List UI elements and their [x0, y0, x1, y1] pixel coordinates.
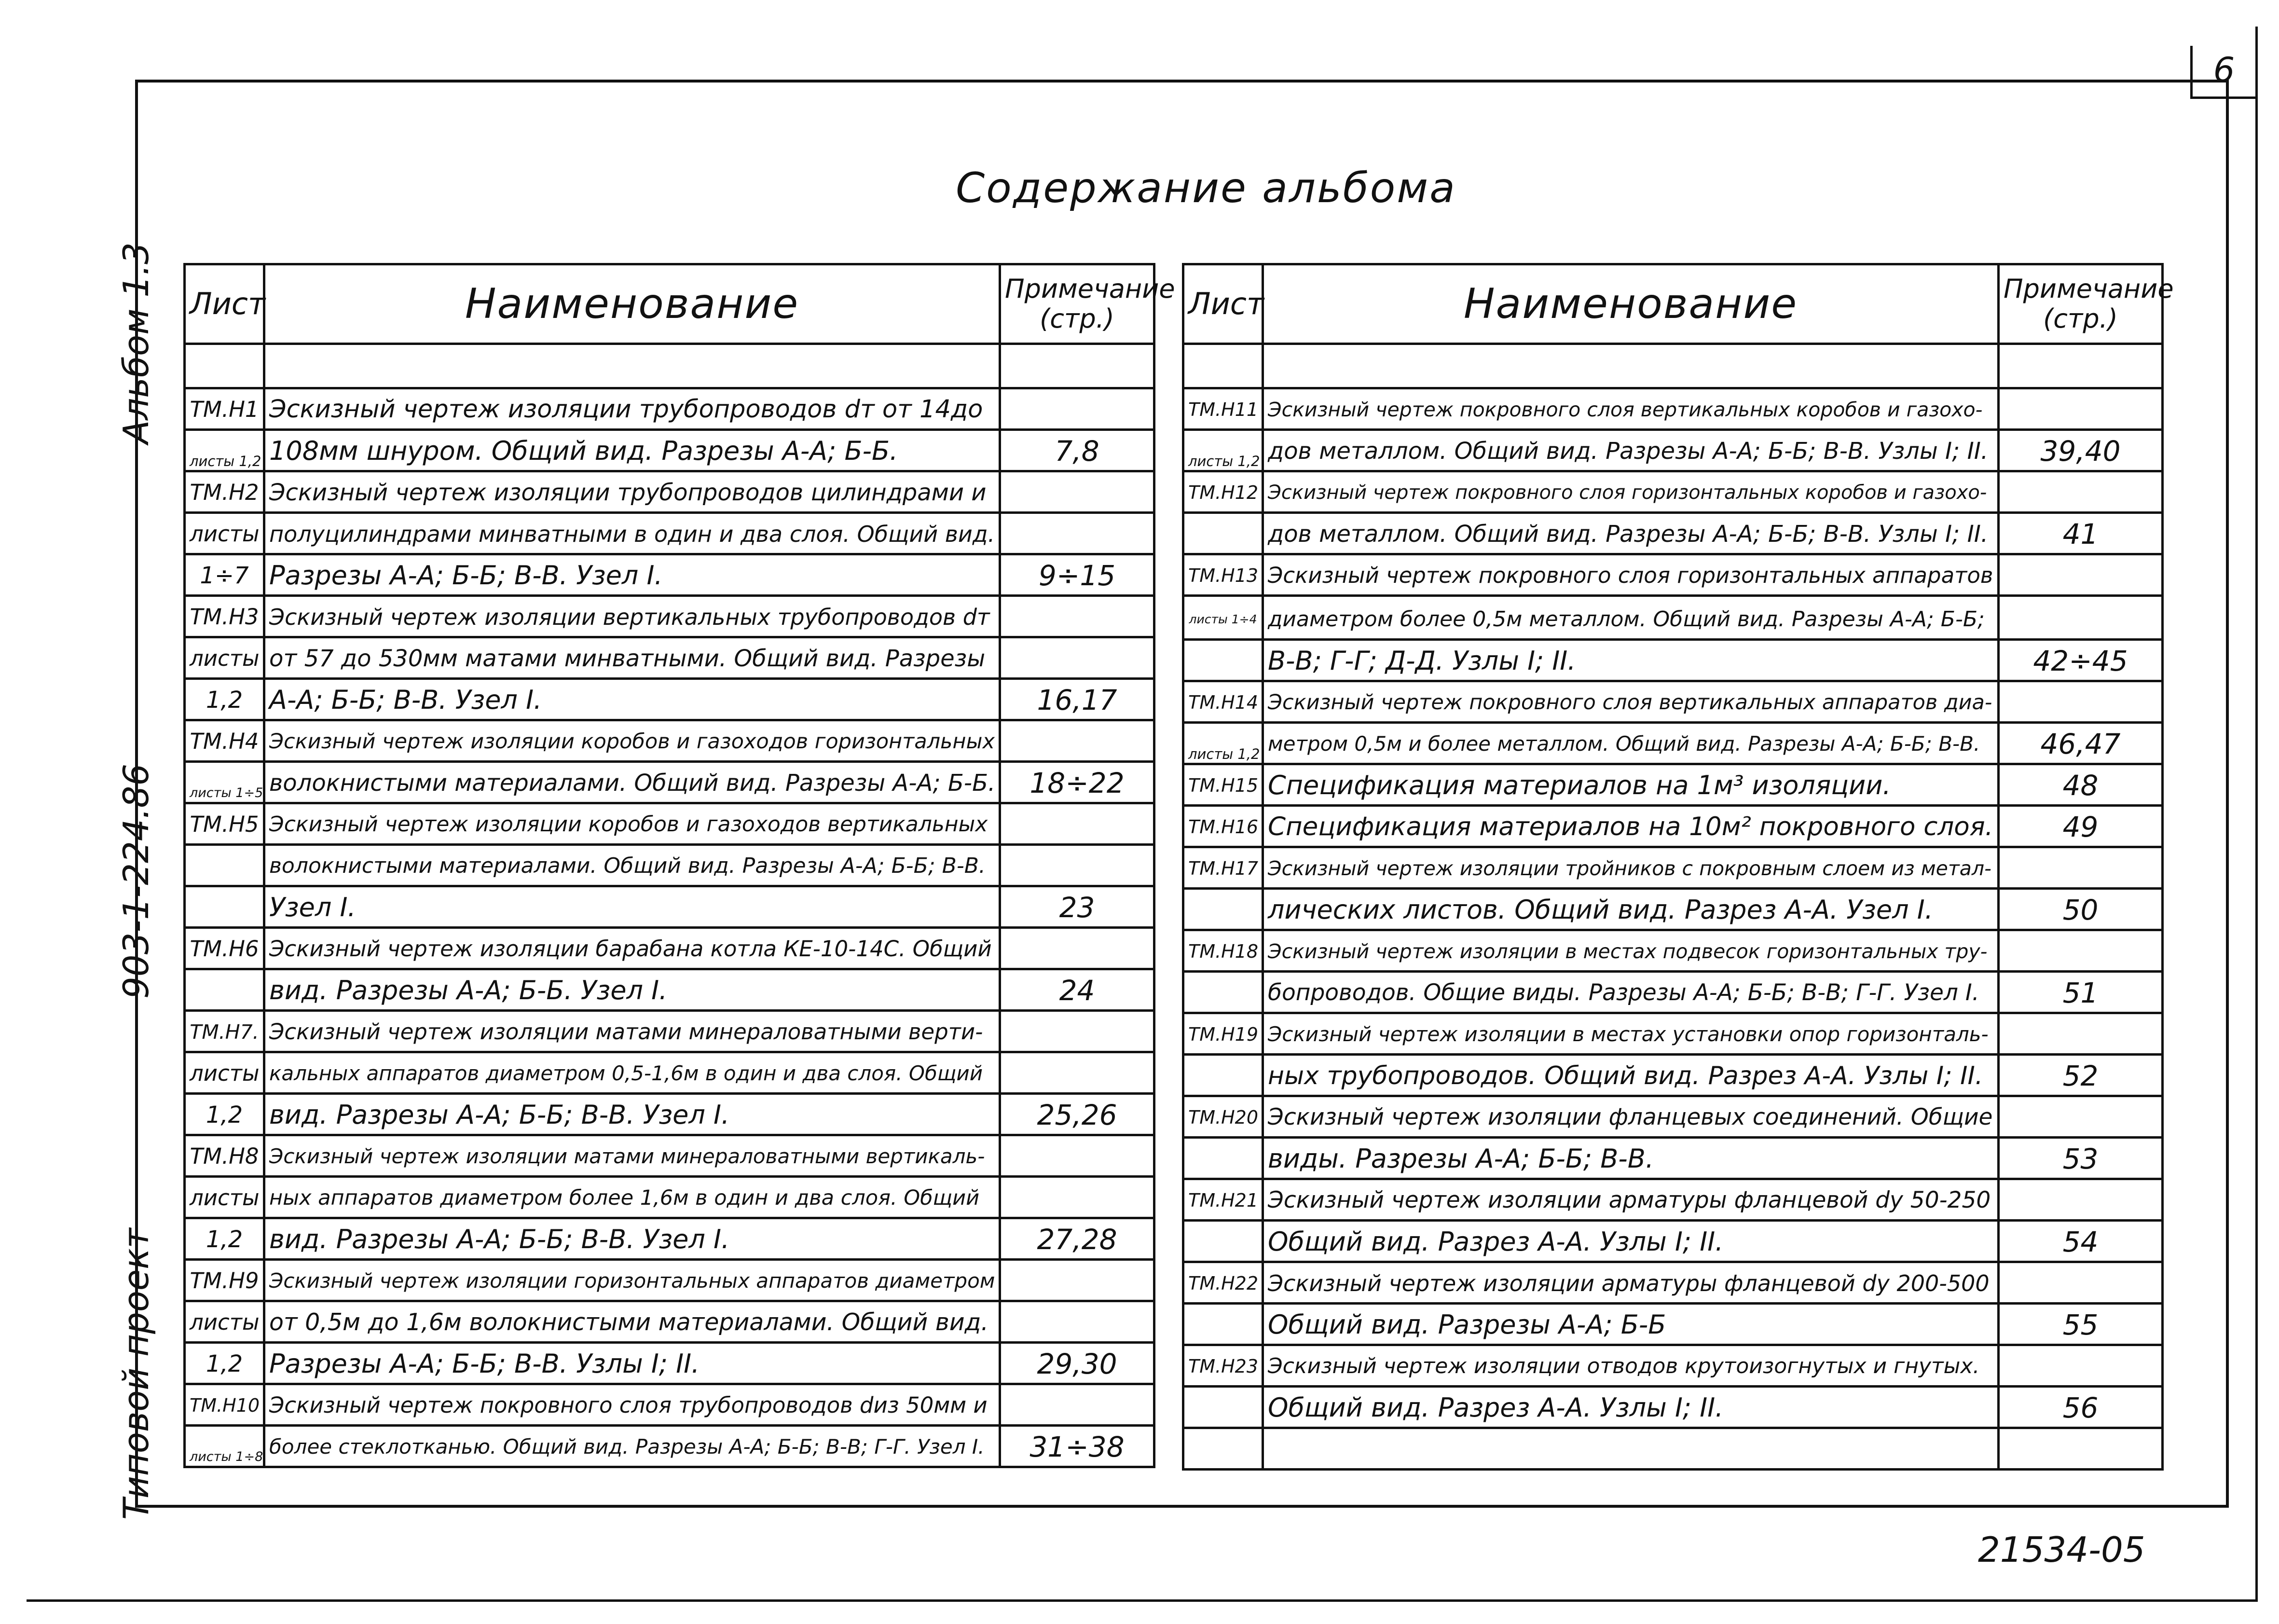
- table-row: [185, 886, 1154, 928]
- sheet-cell: [185, 471, 264, 513]
- table-row: [1183, 640, 2163, 681]
- table-row: [1183, 596, 2163, 640]
- page-ref: 51: [1999, 972, 2163, 1013]
- table-row: [185, 1426, 1154, 1467]
- sheet-cell: [185, 969, 264, 1011]
- sheet-cell: [185, 1426, 264, 1467]
- sheet-cell: [1183, 889, 1263, 930]
- sheet-label: ТМ.Н9: [190, 1268, 259, 1294]
- sheet-cell: [1183, 513, 1263, 554]
- page-ref: 31÷38: [1000, 1426, 1154, 1467]
- sheet-cell: [185, 1301, 264, 1343]
- sheet-cell: [1183, 1055, 1263, 1096]
- page-ref: 41: [1999, 513, 2163, 554]
- item-name: виды. Разрезы А-А; Б-Б; В-В.: [1263, 1138, 1999, 1179]
- page-ref: 54: [1999, 1221, 2163, 1262]
- table-row: [1183, 1304, 2163, 1345]
- page-ref: 49: [1999, 806, 2163, 847]
- sheet-cell: [1183, 806, 1263, 847]
- document-number: 21534-05: [1978, 1529, 2145, 1570]
- sheet-label: листы: [190, 521, 260, 547]
- table-row: [185, 720, 1154, 762]
- sheet-cell: [185, 1343, 264, 1384]
- table-row: [1183, 1345, 2163, 1387]
- sheet-cell: [185, 1135, 264, 1177]
- side-stamp: [116, 179, 159, 1520]
- header-note-line1: Примечание: [1005, 274, 1175, 304]
- sheet-label: ТМ.Н8: [190, 1143, 259, 1169]
- sheet-label: 1,2: [206, 687, 243, 714]
- page-ref: [1000, 1301, 1154, 1343]
- spacer-row: [1183, 344, 2163, 388]
- sheet-label: ТМ.Н7.: [190, 1020, 259, 1044]
- page-ref: 29,30: [1000, 1343, 1154, 1384]
- item-name: Эскизный чертеж изоляции матами минераловатными вертикаль-: [264, 1135, 1000, 1177]
- item-name: Эскизный чертеж изоляции отводов крутоизогнутых и гнутых.: [1263, 1345, 1999, 1387]
- sheet-cell: [1183, 471, 1263, 513]
- page-ref: 7,8: [1000, 430, 1154, 471]
- table-row: [185, 1260, 1154, 1301]
- page-ref: [1000, 471, 1154, 513]
- project-type-label: Типовой проект: [116, 1228, 156, 1520]
- item-name: Эскизный чертеж покровного слоя вертикальных аппаратов диа-: [1263, 681, 1999, 723]
- sheet-label: ТМ.Н4: [190, 729, 259, 754]
- sheet-cell: [185, 679, 264, 720]
- item-name: Разрезы А-А; Б-Б; В-В. Узел I.: [264, 554, 1000, 596]
- sheet-cell: [1183, 1262, 1263, 1304]
- header-note-line1: Примечание: [2004, 274, 2174, 304]
- sheet-cell: [1183, 430, 1263, 471]
- sheet-label: листы 1,2: [1188, 453, 1260, 469]
- sheet-cell: [185, 554, 264, 596]
- table-row: [185, 1052, 1154, 1094]
- item-name: более стеклотканью. Общий вид. Разрезы А-А; Б-Б; В-В; Г-Г. Узел I.: [264, 1426, 1000, 1467]
- item-name: Разрезы А-А; Б-Б; В-В. Узлы I; II.: [264, 1343, 1000, 1384]
- page-number: 6: [2213, 50, 2235, 90]
- header-name: Наименование: [1263, 264, 1999, 344]
- sheet-cell: [1183, 1304, 1263, 1345]
- sheet-label: 1,2: [206, 1101, 243, 1129]
- page-ref: 27,28: [1000, 1218, 1154, 1260]
- sheet-cell: [185, 1218, 264, 1260]
- table-row: [1183, 471, 2163, 513]
- sheet-cell: [185, 886, 264, 928]
- page-ref: [1999, 681, 2163, 723]
- sheet-cell: [1183, 681, 1263, 723]
- sheet-label: ТМ.Н10: [190, 1395, 260, 1416]
- item-name: Эскизный чертеж изоляции трубопроводов цилиндрами и: [264, 471, 1000, 513]
- sheet-label: листы 1,2: [190, 453, 261, 469]
- sheet-label: 1,2: [206, 1226, 243, 1253]
- header-note: [1000, 264, 1175, 344]
- sheet-label: ТМ.Н21: [1188, 1190, 1259, 1211]
- contents-left-body: [185, 344, 1154, 1467]
- sheet-label: листы 1÷8: [190, 1449, 263, 1464]
- header-name: Наименование: [264, 264, 1000, 344]
- item-name: Эскизный чертеж изоляции горизонтальных аппаратов диаметром: [264, 1260, 1000, 1301]
- item-name: Спецификация материалов на 10м² покровного слоя.: [1263, 806, 1999, 847]
- album-label: Альбом 1.3: [116, 242, 156, 444]
- sheet-cell: [1183, 1387, 1263, 1428]
- project-code-label: 903-1-224.86: [116, 763, 156, 999]
- table-row: [1183, 1428, 2163, 1470]
- page-ref: [1999, 1013, 2163, 1055]
- sheet-label: ТМ.Н6: [190, 936, 259, 962]
- sheet-cell: [185, 1011, 264, 1052]
- table-row: [185, 471, 1154, 513]
- item-name: Общий вид. Разрез А-А. Узлы I; II.: [1263, 1221, 1999, 1262]
- page-ref: 50: [1999, 889, 2163, 930]
- item-name: Эскизный чертеж изоляции матами минераловатными верти-: [264, 1011, 1000, 1052]
- sheet-label: ТМ.Н15: [1188, 775, 1259, 796]
- page-ref: [1999, 471, 2163, 513]
- item-name: диаметром более 0,5м металлом. Общий вид. Разрезы А-А; Б-Б;: [1263, 596, 1999, 640]
- page-ref: 52: [1999, 1055, 2163, 1096]
- item-name: волокнистыми материалами. Общий вид. Разрезы А-А; Б-Б.: [264, 762, 1000, 803]
- page-ref: 55: [1999, 1304, 2163, 1345]
- sheet-cell: [1183, 1221, 1263, 1262]
- table-row: [1183, 1262, 2163, 1304]
- item-name: 108мм шнуром. Общий вид. Разрезы А-А; Б-Б.: [264, 430, 1000, 471]
- sheet-cell: [185, 388, 264, 430]
- item-name: Эскизный чертеж изоляции тройников с покровным слоем из метал-: [1263, 847, 1999, 889]
- item-name: вид. Разрезы А-А; Б-Б. Узел I.: [264, 969, 1000, 1011]
- page-ref: [1000, 596, 1154, 637]
- page-ref: [1999, 1428, 2163, 1470]
- table-row: [1183, 847, 2163, 889]
- sheet-label: ТМ.Н12: [1188, 482, 1259, 503]
- sheet-cell: [1183, 1138, 1263, 1179]
- page-ref: [1000, 720, 1154, 762]
- item-name: Спецификация материалов на 1м³ изоляции.: [1263, 764, 1999, 806]
- header-note-line2: (стр.): [1040, 303, 1114, 334]
- item-name: Эскизный чертеж покровного слоя горизонтальных коробов и газохо-: [1263, 471, 1999, 513]
- table-row: [1183, 806, 2163, 847]
- sheet-label: листы 1÷5: [190, 785, 263, 800]
- item-name: Эскизный чертеж покровного слоя трубопроводов dиз 50мм и: [264, 1384, 1000, 1426]
- table-header-row: [185, 264, 1154, 344]
- table-row: [1183, 1055, 2163, 1096]
- page-ref: [1000, 513, 1154, 554]
- header-note-line2: (стр.): [2043, 303, 2118, 334]
- page-ref: [1000, 845, 1154, 886]
- table-row: [1183, 1179, 2163, 1221]
- page-ref: 18÷22: [1000, 762, 1154, 803]
- sheet-cell: [185, 430, 264, 471]
- page-ref: [1000, 388, 1154, 430]
- page-ref: [1999, 1096, 2163, 1138]
- item-name: вид. Разрезы А-А; Б-Б; В-В. Узел I.: [264, 1094, 1000, 1135]
- table-header-row: [1183, 264, 2163, 344]
- sheet-label: 1÷7: [200, 562, 249, 589]
- page-ref: [1000, 1384, 1154, 1426]
- sheet-cell: [185, 596, 264, 637]
- page-ref: [1000, 1135, 1154, 1177]
- page-ref: [1999, 1262, 2163, 1304]
- sheet-label: листы: [190, 1185, 260, 1211]
- sheet-label: листы: [190, 1060, 260, 1086]
- table-row: [1183, 554, 2163, 596]
- table-row: [185, 513, 1154, 554]
- sheet-label: ТМ.Н2: [190, 480, 259, 505]
- item-name: от 57 до 530мм матами минватными. Общий вид. Разрезы: [264, 637, 1000, 679]
- item-name: Эскизный чертеж изоляции арматуры фланцевой dу 200-500: [1263, 1262, 1999, 1304]
- sheet-label: ТМ.Н13: [1188, 565, 1259, 586]
- contents-table-right: [1182, 263, 2174, 1471]
- item-name: ных трубопроводов. Общий вид. Разрез А-А. Узлы I; II.: [1263, 1055, 1999, 1096]
- sheet-cell: [185, 762, 264, 803]
- page-ref: 46,47: [1999, 723, 2163, 764]
- table-row: [1183, 681, 2163, 723]
- item-name: Общий вид. Разрезы А-А; Б-Б: [1263, 1304, 1999, 1345]
- sheet-label: ТМ.Н1: [190, 397, 259, 422]
- contents-right-body: [1183, 344, 2163, 1470]
- table-row: [185, 1011, 1154, 1052]
- sheet-label: ТМ.Н3: [190, 604, 259, 630]
- item-name: [1263, 1428, 1999, 1470]
- page-ref: 42÷45: [1999, 640, 2163, 681]
- table-row: [1183, 930, 2163, 972]
- table-row: [185, 969, 1154, 1011]
- item-name: волокнистыми материалами. Общий вид. Разрезы А-А; Б-Б; В-В.: [264, 845, 1000, 886]
- sheet-cell: [1183, 640, 1263, 681]
- item-name: бопроводов. Общие виды. Разрезы А-А; Б-Б; В-В; Г-Г. Узел I.: [1263, 972, 1999, 1013]
- table-row: [185, 554, 1154, 596]
- sheet-cell: [1183, 1179, 1263, 1221]
- page-ref: [1999, 1345, 2163, 1387]
- table-row: [185, 803, 1154, 845]
- item-name: Эскизный чертеж изоляции в местах установки опор горизонталь-: [1263, 1013, 1999, 1055]
- sheet-label: ТМ.Н17: [1188, 858, 1259, 879]
- page-ref: [1000, 1177, 1154, 1218]
- item-name: Эскизный чертеж изоляции фланцевых соединений. Общие: [1263, 1096, 1999, 1138]
- sheet-cell: [185, 720, 264, 762]
- sheet-cell: [185, 1094, 264, 1135]
- table-row: [185, 637, 1154, 679]
- page-ref: 16,17: [1000, 679, 1154, 720]
- table-row: [185, 430, 1154, 471]
- header-list: Лист: [185, 264, 264, 344]
- table-row: [1183, 723, 2163, 764]
- sheet-cell: [1183, 1013, 1263, 1055]
- table-row: [1183, 1096, 2163, 1138]
- page-ref: 48: [1999, 764, 2163, 806]
- item-name: ных аппаратов диаметром более 1,6м в один и два слоя. Общий: [264, 1177, 1000, 1218]
- sheet-cell: [1183, 847, 1263, 889]
- sheet-label: ТМ.Н16: [1188, 816, 1259, 838]
- table-row: [1183, 1138, 2163, 1179]
- spacer-row: [185, 344, 1154, 388]
- table-row: [1183, 1013, 2163, 1055]
- table-row: [185, 596, 1154, 637]
- item-name: Узел I.: [264, 886, 1000, 928]
- item-name: вид. Разрезы А-А; Б-Б; В-В. Узел I.: [264, 1218, 1000, 1260]
- table-row: [185, 1343, 1154, 1384]
- page-number-box: [2190, 46, 2258, 99]
- sheet-cell: [1183, 554, 1263, 596]
- sheet-label: листы 1÷4: [1189, 612, 1257, 626]
- sheet-label: ТМ.Н18: [1188, 941, 1259, 962]
- sheet-cell: [1183, 723, 1263, 764]
- sheet-cell: [185, 513, 264, 554]
- sheet-label: ТМ.Н22: [1188, 1273, 1259, 1294]
- page-ref: [1999, 847, 2163, 889]
- sheet-label: листы: [190, 646, 260, 671]
- contents-table-left: [183, 263, 1175, 1468]
- sheet-cell: [1183, 1345, 1263, 1387]
- header-note: [1999, 264, 2174, 344]
- sheet-label: ТМ.Н19: [1188, 1024, 1259, 1045]
- page-ref: [1999, 554, 2163, 596]
- table-row: [1183, 430, 2163, 471]
- table-row: [185, 1301, 1154, 1343]
- page-ref: 56: [1999, 1387, 2163, 1428]
- table-row: [1183, 889, 2163, 930]
- page-ref: [1999, 388, 2163, 430]
- item-name: кальных аппаратов диаметром 0,5-1,6м в один и два слоя. Общий: [264, 1052, 1000, 1094]
- sheet-cell: [185, 1384, 264, 1426]
- page-ref: [1000, 1052, 1154, 1094]
- table-row: [185, 1094, 1154, 1135]
- page-ref: 24: [1000, 969, 1154, 1011]
- sheet-label: ТМ.Н20: [1188, 1107, 1259, 1128]
- item-name: от 0,5м до 1,6м волокнистыми материалами. Общий вид.: [264, 1301, 1000, 1343]
- table-row: [185, 762, 1154, 803]
- page-ref: 25,26: [1000, 1094, 1154, 1135]
- item-name: Эскизный чертеж изоляции барабана котла КЕ-10-14С. Общий: [264, 928, 1000, 969]
- item-name: лических листов. Общий вид. Разрез А-А. Узел I.: [1263, 889, 1999, 930]
- table-row: [185, 1384, 1154, 1426]
- sheet-label: ТМ.Н23: [1188, 1356, 1259, 1377]
- sheet-cell: [185, 637, 264, 679]
- item-name: метром 0,5м и более металлом. Общий вид. Разрезы А-А; Б-Б; В-В.: [1263, 723, 1999, 764]
- sheet-cell: [185, 928, 264, 969]
- item-name: Эскизный чертеж изоляции коробов и газоходов вертикальных: [264, 803, 1000, 845]
- table-row: [1183, 513, 2163, 554]
- item-name: Эскизный чертеж изоляции в местах подвесок горизонтальных тру-: [1263, 930, 1999, 972]
- sheet-cell: [1183, 764, 1263, 806]
- table-row: [185, 679, 1154, 720]
- sheet-cell: [1183, 596, 1263, 640]
- page-ref: [1000, 928, 1154, 969]
- page-ref: 39,40: [1999, 430, 2163, 471]
- item-name: Эскизный чертеж покровного слоя вертикальных коробов и газохо-: [1263, 388, 1999, 430]
- page-ref: [1000, 1011, 1154, 1052]
- item-name: А-А; Б-Б; В-В. Узел I.: [264, 679, 1000, 720]
- item-name: Эскизный чертеж изоляции арматуры фланцевой dу 50-250: [1263, 1179, 1999, 1221]
- sheet-label: ТМ.Н11: [1188, 399, 1259, 420]
- sheet-cell: [1183, 388, 1263, 430]
- page-ref: [1999, 930, 2163, 972]
- item-name: Общий вид. Разрез А-А. Узлы I; II.: [1263, 1387, 1999, 1428]
- item-name: Эскизный чертеж изоляции вертикальных трубопроводов dт: [264, 596, 1000, 637]
- page-title: Содержание альбома: [956, 164, 1456, 212]
- table-row: [1183, 764, 2163, 806]
- table-row: [185, 928, 1154, 969]
- table-row: [185, 1177, 1154, 1218]
- page-ref: [1999, 596, 2163, 640]
- sheet-cell: [1183, 1428, 1263, 1470]
- sheet-cell: [1183, 1096, 1263, 1138]
- sheet-cell: [185, 1052, 264, 1094]
- sheet-cell: [185, 1177, 264, 1218]
- table-row: [185, 388, 1154, 430]
- sheet-cell: [1183, 972, 1263, 1013]
- sheet-cell: [1183, 930, 1263, 972]
- page-ref: [1000, 1260, 1154, 1301]
- item-name: Эскизный чертеж изоляции трубопроводов dт от 14до: [264, 388, 1000, 430]
- item-name: В-В; Г-Г; Д-Д. Узлы I; II.: [1263, 640, 1999, 681]
- item-name: дов металлом. Общий вид. Разрезы А-А; Б-Б; В-В. Узлы I; II.: [1263, 513, 1999, 554]
- sheet-label: листы 1,2: [1188, 746, 1260, 762]
- table-row: [1183, 1387, 2163, 1428]
- sheet-label: ТМ.Н5: [190, 812, 259, 837]
- table-row: [1183, 1221, 2163, 1262]
- page-ref: 53: [1999, 1138, 2163, 1179]
- header-list: Лист: [1183, 264, 1263, 344]
- item-name: полуцилиндрами минватными в один и два слоя. Общий вид.: [264, 513, 1000, 554]
- sheet-cell: [185, 1260, 264, 1301]
- table-row: [185, 845, 1154, 886]
- item-name: дов металлом. Общий вид. Разрезы А-А; Б-Б; В-В. Узлы I; II.: [1263, 430, 1999, 471]
- sheet-label: ТМ.Н14: [1188, 692, 1259, 713]
- item-name: Эскизный чертеж покровного слоя горизонтальных аппаратов: [1263, 554, 1999, 596]
- sheet-cell: [185, 845, 264, 886]
- table-row: [1183, 972, 2163, 1013]
- page-ref: [1000, 803, 1154, 845]
- table-row: [185, 1218, 1154, 1260]
- item-name: Эскизный чертеж изоляции коробов и газоходов горизонтальных: [264, 720, 1000, 762]
- table-row: [1183, 388, 2163, 430]
- table-row: [185, 1135, 1154, 1177]
- page-ref: [1000, 637, 1154, 679]
- page-ref: 9÷15: [1000, 554, 1154, 596]
- sheet-label: листы: [190, 1309, 260, 1335]
- sheet-label: 1,2: [206, 1350, 243, 1377]
- page-ref: 23: [1000, 886, 1154, 928]
- page-ref: [1999, 1179, 2163, 1221]
- sheet-cell: [185, 803, 264, 845]
